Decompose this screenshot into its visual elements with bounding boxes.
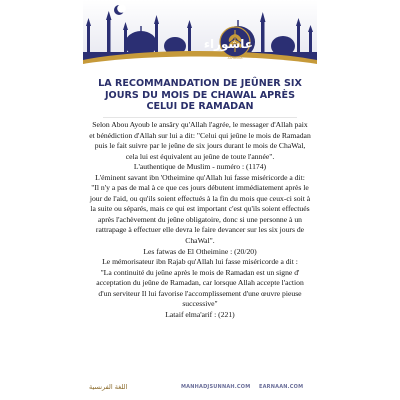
article-card [83, 0, 317, 400]
source-reference: L'authentique de Muslim - numéro : (1174) [133, 162, 267, 172]
brand-arabic-title: عاشوراء [203, 37, 253, 51]
article-body [89, 120, 311, 320]
logo-caption: ASHOURA [227, 56, 243, 60]
title-divider [103, 117, 297, 118]
scholar-quote: "La continuité du jeûne après le mois de Ramadan est un signe d' acceptation du jeûne de Ramadan, car lorsque Allah accepte l'action d'un serviteur Il lui favorise l'accomplissement d'une œuvre pieuse successive" [96, 267, 304, 309]
footer-site-link[interactable]: MANHADJSUNNAH.COM [181, 384, 251, 390]
source-reference: Lataif elma'arif : (221) [165, 309, 235, 319]
scholar-intro: Le mémorisateur ibn Rajab qu'Allah lui fasse miséricorde a dit : [102, 257, 298, 267]
source-reference: Les fatwas de El Otheimine : (20/20) [143, 246, 257, 256]
footer-bar [83, 380, 317, 400]
footer-site-link[interactable]: EARNAAN.COM [259, 384, 304, 390]
mosque-skyline-icon [83, 0, 317, 70]
scholar-intro: L'éminent savant ibn 'Otheimine qu'Allah lui fasse miséricorde a dit: [95, 172, 305, 182]
header-banner [83, 0, 317, 70]
scholar-quote: "Il n'y a pas de mal à ce que ces jours débutent immédiatement après le jour de l'aid, ou qu'ils soient effectués à la fin du mois que ceux-ci soit à la suite ou séparés, mais ce qui est important c'est qu'ils soient effectués après l'achèvement du jeûne obligatoire, donc si une personne à un rattrapage à effectuer elle devra le faire devancer sur les six jours de ChaWal". [89, 183, 311, 246]
article-title: LA RECOMMANDATION DE JEÛNER SIX JOURS DU MOIS DE CHAWAL APRÈS CELUI DE RAMADAN [98, 78, 302, 112]
footer-language-label: اللغة الفرنسية [89, 383, 128, 391]
hadith-paragraph: Selon Abou Ayoub le ansâry qu'Allah l'agrée, le messager d'Allah paix et bénédiction d'Allah sur lui a dit: "Celui qui jeûne le mois de Ramadan puis le fait suivre par le jeûne de six jours durant le mois de ChaWal, cela lui est équivalent au jeûne de toute l'année". [89, 120, 311, 161]
